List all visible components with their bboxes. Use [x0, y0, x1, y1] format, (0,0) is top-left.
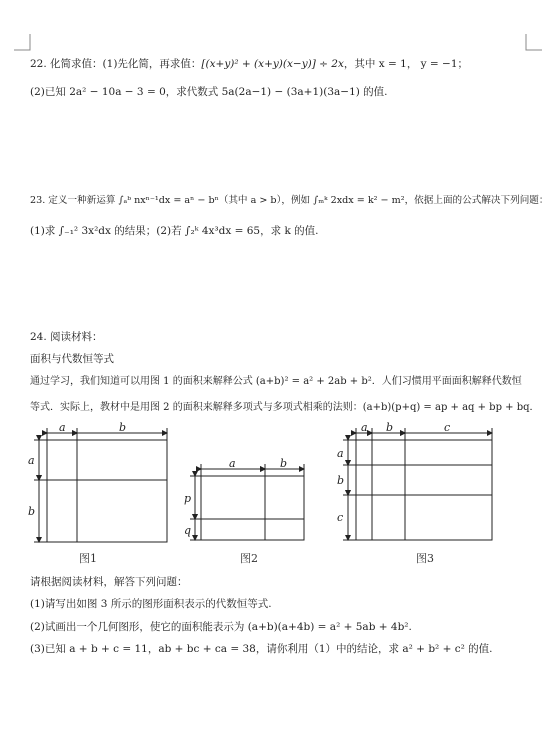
- fig2-top-label-b: b: [280, 457, 288, 470]
- fig2-side-label-p: p: [184, 492, 192, 505]
- q24-para1-text: 通过学习，我们知道可以用图 1 的面积来解释公式 (a+b)² = a² + 2ab + b²．人们习惯用平面面积解释代数恒: [30, 376, 522, 387]
- q23-line2: [30, 224, 319, 238]
- figure-2: [184, 457, 304, 565]
- q22-part2: (2)已知 2a² − 10a − 3 = 0，求代数式 5a(2a−1) − (3a+1)(3a−1) 的值.: [30, 86, 388, 98]
- q22-line1: [30, 57, 468, 71]
- fig2-caption: 图2: [240, 552, 258, 565]
- fig3-caption: 图3: [416, 552, 434, 565]
- q24-para1: [30, 375, 522, 389]
- q24-sub2: [30, 620, 412, 634]
- q23-line1: [30, 194, 548, 208]
- fig3-side-label-b: b: [337, 474, 345, 487]
- fig3-side-label-c: c: [337, 511, 344, 524]
- fig1-top-label-a: a: [59, 421, 66, 434]
- fig1-side-label-b: b: [28, 505, 36, 518]
- fig3-side-label-a: a: [337, 447, 344, 460]
- q24-ask-text: 请根据阅读材料，解答下列问题：: [30, 576, 188, 588]
- q23-questions: (1)求 ∫₋₁² 3x²dx 的结果；(2)若 ∫₂ᵏ 4x³dx = 65，求 k 的值.: [30, 225, 319, 237]
- q24-sub3: [30, 642, 493, 656]
- q23-definition: 23. 定义一种新运算 ∫ₐᵇ nxⁿ⁻¹dx = aⁿ − bⁿ（其中 a > b），例如 ∫ₘᵏ 2xdx = k² − m²，依据上面的公式解决下列问题：: [30, 195, 549, 206]
- q24-ask: [30, 575, 188, 589]
- fig1-top-label-b: b: [119, 421, 127, 434]
- q24-sub1: [30, 597, 272, 611]
- fig3-top-label-c: c: [444, 421, 451, 434]
- fig2-side-label-q: q: [184, 524, 192, 537]
- q24-subtitle-text: 面积与代数恒等式: [30, 353, 114, 365]
- q22-prefix: 22. 化简求值：(1)先化简，再求值：: [30, 58, 202, 70]
- q24-subtitle: [30, 352, 114, 366]
- figure-3: [337, 421, 492, 565]
- fig1-side-label-a: a: [28, 454, 35, 467]
- q24-title: [30, 330, 103, 344]
- corner-mark-top-left: [14, 34, 34, 54]
- fig3-top-label-a: a: [361, 421, 368, 434]
- figures-area: [24, 420, 494, 568]
- q24-title-text: 24. 阅读材料：: [30, 331, 103, 343]
- q24-sub2-text: (2)试画出一个几何图形，使它的面积能表示为 (a+b)(a+4b) = a² + 5ab + 4b².: [30, 621, 412, 633]
- q22-suffix: ，其中 x = 1， y = −1；: [343, 58, 469, 70]
- q22-line2: [30, 85, 388, 99]
- q22-expression: [(x+y)² + (x+y)(x−y)] ÷ 2x: [201, 58, 344, 70]
- q24-para2-text: 等式．实际上，教材中是用图 2 的面积来解释多项式与多项式相乘的法则：(a+b)(p+q) = ap + aq + bp + bq．: [30, 402, 540, 413]
- q24-sub1-text: (1)请写出如图 3 所示的图形面积表示的代数恒等式.: [30, 598, 272, 610]
- fig3-top-label-b: b: [386, 421, 394, 434]
- fig2-top-label-a: a: [229, 457, 236, 470]
- corner-mark-top-right: [522, 34, 542, 54]
- q24-para2: [30, 401, 540, 415]
- figure-1: [28, 421, 167, 565]
- q24-sub3-text: (3)已知 a + b + c = 11，ab + bc + ca = 38，请你利用（1）中的结论，求 a² + b² + c² 的值.: [30, 643, 493, 655]
- fig1-caption: 图1: [79, 552, 97, 565]
